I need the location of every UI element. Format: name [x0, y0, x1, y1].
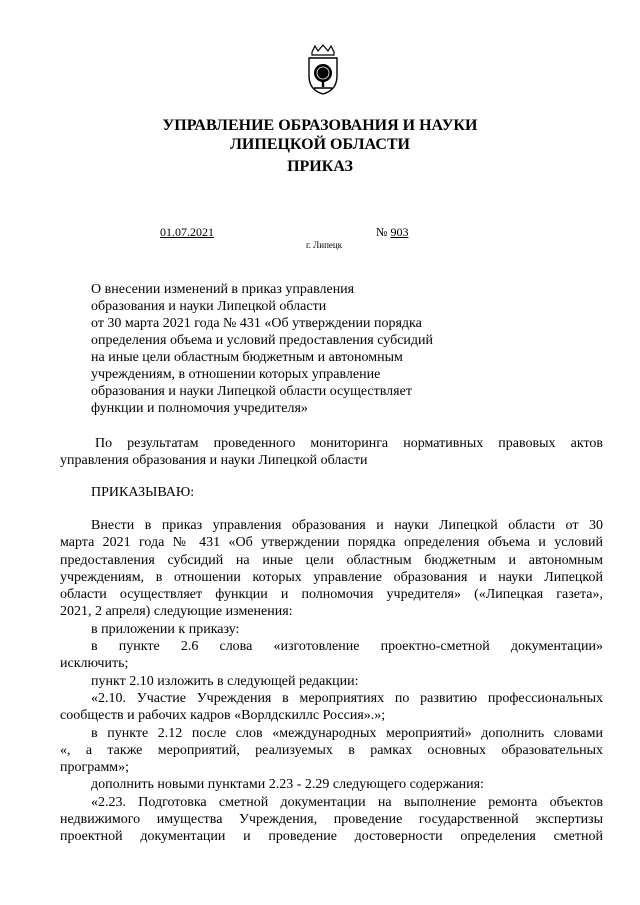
subject-line: определения объема и условий предоставления субсидий: [91, 333, 434, 348]
subject-line: на иные цели областным бюджетным и автономным: [91, 350, 403, 365]
body-line: исключить;: [60, 656, 129, 672]
number-value: 903: [390, 225, 409, 239]
document-type: ПРИКАЗ: [287, 158, 353, 175]
subject-line: от 30 марта 2021 года № 431 «Об утверждении порядка: [91, 316, 422, 331]
preamble-line: По результатам проведенного мониторинга нормативных правовых актов: [95, 436, 603, 451]
body-line: «2.10. Участие Учреждения в мероприятиях по развитию профессиональных: [91, 690, 603, 706]
preamble-line: управления образования и науки Липецкой области: [60, 453, 368, 468]
subject-line: образования и науки Липецкой области осуществляет: [91, 384, 412, 399]
body-line: предоставления субсидий на иные цели областным бюджетным и автономным: [60, 552, 603, 568]
body-line: в приложении к приказу:: [91, 621, 240, 637]
number-prefix: №: [376, 225, 388, 239]
org-name-line1: УПРАВЛЕНИЕ ОБРАЗОВАНИЯ И НАУКИ: [162, 117, 478, 134]
decree-word: ПРИКАЗЫВАЮ:: [91, 485, 195, 500]
body-line: в пункте 2.12 после слов «международных мероприятий» дополнить словами: [91, 725, 603, 741]
body-line: области осуществляет функции и полномочия учредителя» («Липецкая газета»,: [60, 587, 603, 603]
body-line: в пункте 2.6 слова «изготовление проектно-сметной документации»: [91, 639, 603, 655]
org-name-line2: ЛИПЕЦКОЙ ОБЛАСТИ: [230, 136, 410, 153]
document-body: [60, 517, 603, 846]
body-line: проектной документации и проведение достоверности определения сметной: [60, 829, 603, 845]
body-line: 2021, 2 апреля) следующие изменения:: [60, 604, 293, 620]
coat-of-arms-icon: [305, 44, 341, 96]
body-line: пункт 2.10 изложить в следующей редакции:: [91, 673, 359, 689]
body-line: недвижимого имущества Учреждения, проведение государственной экспертизы: [60, 812, 603, 828]
body-line: Внести в приказ управления образования и науки Липецкой области от 30: [91, 518, 603, 533]
preamble: [60, 435, 603, 469]
body-line: программ»;: [60, 760, 130, 776]
subject-line: О внесении изменений в приказ управления: [91, 282, 355, 297]
body-line: дополнить новыми пунктами 2.23 - 2.29 следующего содержания:: [91, 777, 484, 793]
body-line: марта 2021 года № 431 «Об утверждении порядка определения объема и условий: [60, 535, 603, 551]
body-line: «2.23. Подготовка сметной документации на выполнение ремонта объектов: [91, 794, 603, 810]
body-line: учреждениям, в отношении которых управление образования и науки Липецкой: [60, 569, 603, 585]
body-line: «, а также мероприятий, реализуемых в рамках основных образовательных: [60, 742, 603, 758]
subject-line: образования и науки Липецкой области: [91, 299, 327, 314]
document-subject: [91, 281, 471, 417]
body-line: сообществ и рабочих кадров «Ворлдскиллс Россия».»;: [60, 708, 386, 724]
subject-line: функции и полномочия учредителя»: [91, 401, 308, 416]
subject-line: учреждениям, в отношении которых управление: [91, 367, 381, 382]
document-city: г. Липецк: [306, 240, 343, 250]
document-date: 01.07.2021: [160, 225, 214, 239]
document-number: [376, 225, 408, 240]
